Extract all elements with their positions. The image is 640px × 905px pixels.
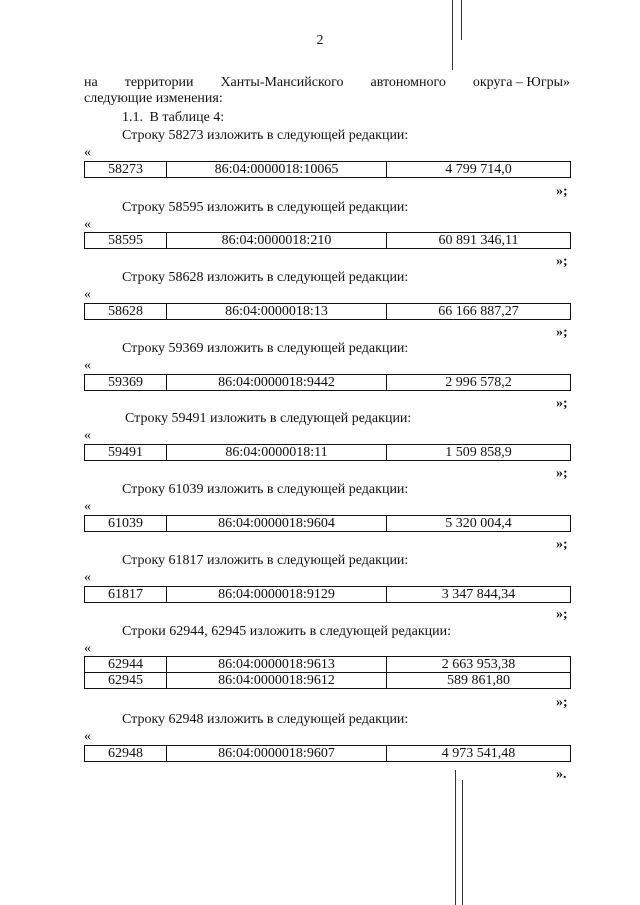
open-quote: «	[84, 287, 91, 302]
close-quote: »;	[556, 325, 568, 340]
intro-word: автономного	[370, 75, 446, 90]
value-cell: 4 973 541,48	[387, 746, 571, 762]
intro-word: Ханты-Мансийского	[220, 75, 344, 90]
block-heading: Строку 58595 изложить в следующей редакции:	[122, 200, 409, 215]
subsection-heading	[122, 110, 224, 126]
cadastral-number-cell: 86:04:0000018:13	[167, 304, 387, 320]
block-heading: Строки 62944, 62945 изложить в следующей редакции:	[122, 624, 452, 639]
value-cell: 2 996 578,2	[387, 375, 571, 391]
amendment-table	[84, 161, 571, 178]
intro-line-2: следующие изменения:	[84, 91, 223, 106]
final-close-quote: ».	[556, 767, 567, 782]
amendment-table	[84, 374, 571, 391]
cadastral-number-cell: 86:04:0000018:9612	[167, 673, 387, 689]
amendment-table	[84, 444, 571, 461]
cadastral-number-cell: 86:04:0000018:9613	[167, 657, 387, 673]
open-quote: «	[84, 499, 91, 514]
value-cell: 1 509 858,9	[387, 445, 571, 461]
block-heading: Строку 58273 изложить в следующей редакции:	[122, 128, 409, 143]
close-quote: »;	[556, 466, 568, 481]
close-quote: »;	[556, 396, 568, 411]
row-number-cell: 61817	[85, 587, 167, 603]
table-row	[85, 673, 571, 689]
subsection-text: В таблице 4:	[149, 110, 225, 125]
row-number-cell: 58628	[85, 304, 167, 320]
cadastral-number-cell: 86:04:0000018:9442	[167, 375, 387, 391]
cadastral-number-cell: 86:04:0000018:9604	[167, 516, 387, 532]
row-number-cell: 58595	[85, 233, 167, 249]
intro-word: округа – Югры»	[472, 75, 570, 90]
open-quote: «	[84, 428, 91, 443]
cadastral-number-cell: 86:04:0000018:9129	[167, 587, 387, 603]
close-quote: »;	[556, 695, 568, 710]
table-row	[85, 587, 571, 603]
table-row	[85, 657, 571, 673]
cadastral-number-cell: 86:04:0000018:10065	[167, 162, 387, 178]
value-cell: 60 891 346,11	[387, 233, 571, 249]
amendment-table	[84, 232, 571, 249]
page-number: 2	[316, 33, 324, 48]
value-cell: 2 663 953,38	[387, 657, 571, 673]
block-heading: Строку 58628 изложить в следующей редакции:	[122, 270, 409, 285]
open-quote: «	[84, 570, 91, 585]
amendment-table	[84, 656, 571, 689]
open-quote: «	[84, 729, 91, 744]
row-number-cell: 62945	[85, 673, 167, 689]
block-heading: Строку 59491 изложить в следующей редакции:	[125, 411, 412, 426]
scan-fold-line	[462, 780, 463, 905]
close-quote: »;	[556, 254, 568, 269]
scan-fold-line	[452, 0, 453, 70]
amendment-table	[84, 586, 571, 603]
block-heading: Строку 61817 изложить в следующей редакции:	[122, 553, 409, 568]
intro-word: на	[84, 75, 98, 90]
value-cell: 3 347 844,34	[387, 587, 571, 603]
table-row	[85, 516, 571, 532]
intro-word: территории	[124, 75, 194, 90]
table-row	[85, 375, 571, 391]
value-cell: 5 320 004,4	[387, 516, 571, 532]
row-number-cell: 61039	[85, 516, 167, 532]
close-quote: »;	[556, 607, 568, 622]
row-number-cell: 62944	[85, 657, 167, 673]
table-row	[85, 746, 571, 762]
table-row	[85, 445, 571, 461]
open-quote: «	[84, 217, 91, 232]
value-cell: 589 861,80	[387, 673, 571, 689]
close-quote: »;	[556, 184, 568, 199]
block-heading: Строку 61039 изложить в следующей редакции:	[122, 482, 409, 497]
row-number-cell: 59369	[85, 375, 167, 391]
amendment-table	[84, 303, 571, 320]
open-quote: «	[84, 358, 91, 373]
amendment-table	[84, 515, 571, 532]
close-quote: »;	[556, 537, 568, 552]
table-row	[85, 304, 571, 320]
open-quote: «	[84, 145, 91, 160]
value-cell: 4 799 714,0	[387, 162, 571, 178]
block-heading: Строку 62948 изложить в следующей редакции:	[122, 712, 409, 727]
intro-line-1	[84, 75, 570, 91]
row-number-cell: 59491	[85, 445, 167, 461]
row-number-cell: 62948	[85, 746, 167, 762]
value-cell: 66 166 887,27	[387, 304, 571, 320]
row-number-cell: 58273	[85, 162, 167, 178]
table-row	[85, 233, 571, 249]
cadastral-number-cell: 86:04:0000018:9607	[167, 746, 387, 762]
subsection-number: 1.1.	[122, 110, 143, 125]
table-row	[85, 162, 571, 178]
block-heading: Строку 59369 изложить в следующей редакции:	[122, 341, 409, 356]
scan-fold-line	[455, 770, 456, 905]
amendment-table	[84, 745, 571, 762]
cadastral-number-cell: 86:04:0000018:210	[167, 233, 387, 249]
cadastral-number-cell: 86:04:0000018:11	[167, 445, 387, 461]
open-quote: «	[84, 641, 91, 656]
scan-fold-line	[461, 0, 462, 40]
